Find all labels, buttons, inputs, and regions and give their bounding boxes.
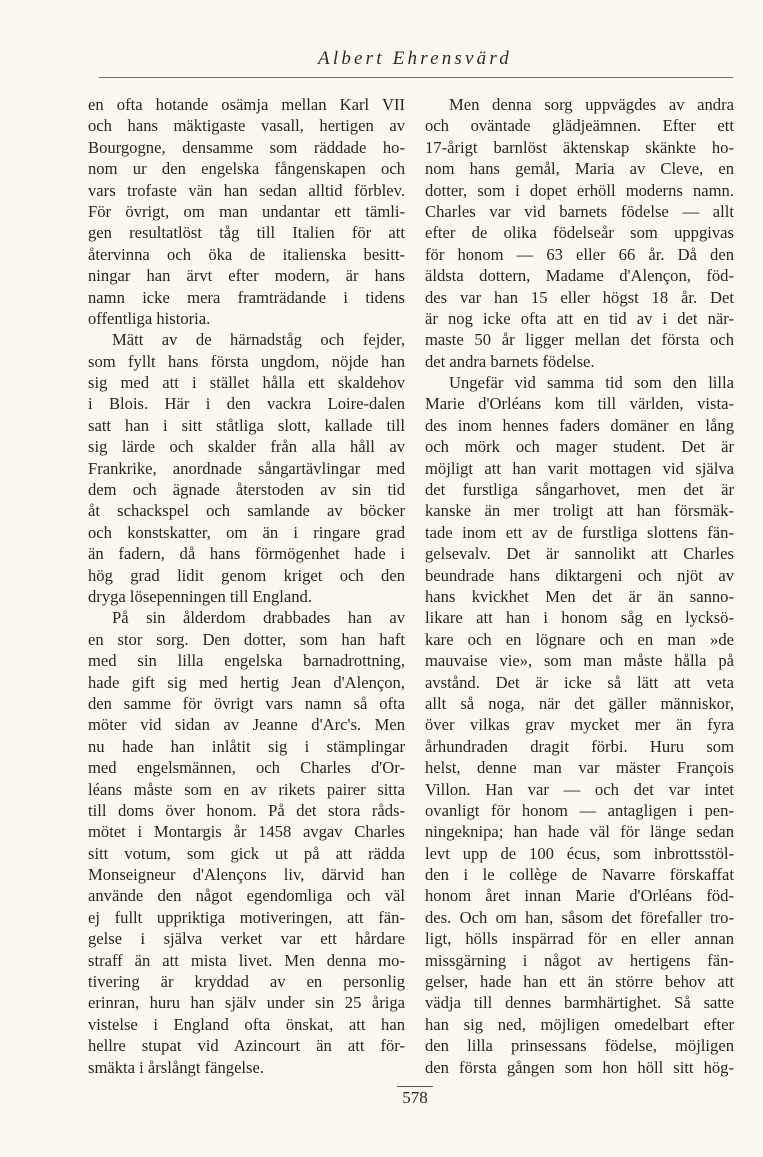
text-line: och hans mäktigaste vasall, hertigen av [88, 116, 405, 136]
text-line: erinran, huru han själv under sin 25 åriga [88, 993, 405, 1013]
text-line: namn icke mera framträdande i tidens [88, 287, 405, 307]
text-line: över vilkas grav mycket mer än fyra [425, 715, 734, 735]
text-line: som fyllt hans första ungdom, nöjde han [88, 351, 405, 371]
text-line: vädja till dennes barmhärtighet. Så satte [425, 993, 734, 1013]
text-line: mötet i Montargis år 1458 avgav Charles [88, 822, 405, 842]
text-line: För övrigt, om man undantar ett tämli- [88, 201, 405, 221]
text-line: hade gift sig med hertig Jean d'Alençon, [88, 672, 405, 692]
text-line: Ungefär vid samma tid som den lilla [449, 373, 734, 393]
text-line: 17-årigt barnlöst äktenskap skänkte ho- [425, 137, 734, 157]
text-line: avstånd. Det är icke så lätt att veta [425, 672, 734, 692]
text-line: århundraden dragit förbi. Huru som [425, 736, 734, 756]
text-line: dem och ägnade återstoden av sin tid [88, 480, 405, 500]
text-line: använde den något egendomliga och väl [88, 886, 405, 906]
text-line: kanske än mer troligt att han försmäk- [425, 501, 734, 521]
text-line: en stor sorg. Den dotter, som han haft [88, 629, 405, 649]
text-line: tade inom ett av de furstliga slottens fän- [425, 522, 734, 542]
text-line: för honom — 63 eller 66 år. Då den [425, 244, 734, 264]
text-line: den lilla prinsessans födelse, möjligen [425, 1036, 734, 1056]
header-rule [99, 77, 733, 78]
text-line: dryga lösepenningen till England. [88, 586, 312, 606]
text-line: des. Och om han, såsom det förefaller tro- [425, 907, 734, 927]
text-line: beundrade hans diktargeni och njöt av [425, 565, 734, 585]
text-line: den första gången som hon höll sitt hög- [425, 1057, 734, 1077]
text-line: nu hade han inlåtit sig i stämplingar [88, 736, 405, 756]
text-line: åt schackspel och samlande av böcker [88, 501, 405, 521]
text-line: med engelsmännen, och Charles d'Or- [88, 758, 405, 778]
text-line: gelsevalv. Det är sannolikt att Charles [425, 544, 734, 564]
text-line: Villon. Han var — och det var intet [425, 779, 734, 799]
text-line: han sig ned, möjligen omedelbart efter [425, 1014, 734, 1034]
text-line: till doms över honom. På det stora råds- [88, 800, 405, 820]
text-line: nom ur den engelska fångenskapen och [88, 159, 405, 179]
text-line: mauvaise vie», som man måste hålla på [425, 651, 734, 671]
text-line: gelse i själva verket var ett hårdare [88, 929, 405, 949]
text-line: Mätt av de härnadståg och fejder, [112, 330, 405, 350]
text-line: efter de olika födelseår som uppgivas [425, 223, 734, 243]
text-line: satt han i sitt ståtliga slott, kallade till [88, 415, 405, 435]
text-line: smäkta i årslångt fängelse. [88, 1057, 265, 1077]
right-column [425, 94, 734, 1078]
text-line: nom hans gemål, Maria av Cleve, en [425, 159, 734, 179]
text-line: des inom hennes faders domäner en lång [425, 415, 734, 435]
text-line: än fadern, då hans förmögenhet hade i [88, 544, 405, 564]
left-column [88, 94, 405, 1078]
text-line: möjligt att han varit mottagen vid själva [425, 458, 734, 478]
text-line: sig lärde och skalder från alla håll av [88, 437, 405, 457]
text-line: hellre stupat vid Azincourt än att för- [88, 1036, 405, 1056]
running-head: Albert Ehrensvärd [318, 48, 512, 69]
text-line: Frankrike, anordnade sångartävlingar med [88, 458, 405, 478]
text-line: hans kvickhet Men det är än sanno- [425, 586, 734, 606]
text-line: återvinna och öka de italienska besitt- [88, 244, 405, 264]
text-line: och oväntade glädjeämnen. Efter ett [425, 116, 734, 136]
text-line: ovanligt för honom — antagligen i pen- [425, 800, 734, 820]
text-line: och mörk och mager student. Det är [425, 437, 734, 457]
text-line: ningar han ärvt efter modern, är hans [88, 266, 405, 286]
text-line: är nog icke ofta att en tid av i det när- [425, 308, 734, 328]
text-line: vars trofaste vän han sedan alltid förblev. [88, 180, 405, 200]
text-line: och konstskatter, om än i ringare grad [88, 522, 405, 542]
text-line: På sin ålderdom drabbades han av [112, 608, 405, 628]
text-line: Bourgogne, densamme som räddade ho- [88, 137, 405, 157]
text-line: ningeknipa; han hade väl för länge sedan [425, 822, 734, 842]
text-line: en ofta hotande osämja mellan Karl VII [88, 95, 405, 114]
text-line: dotter, som i dopet erhöll moderns namn. [425, 180, 734, 200]
text-line: den samme för övrigt vars namn så ofta [88, 693, 405, 713]
text-line: det andra barnets födelse. [425, 351, 595, 371]
text-line: des var han 15 eller högst 18 år. Det [425, 287, 734, 307]
text-line: levt upp de 100 écus, som inbrottsstöl- [425, 843, 734, 863]
text-line: allt så noga, när det gäller människor, [425, 693, 734, 713]
text-line: honom året innan Marie d'Orléans föd- [425, 886, 734, 906]
text-line: det furstliga sångarhovet, men det är [425, 480, 734, 500]
text-line: sitt votum, som gick ut på att rädda [88, 843, 405, 863]
text-line: Men denna sorg uppvägdes av andra [449, 95, 734, 114]
text-line: hög grad lidit genom kriget och den [88, 565, 405, 585]
text-line: den i le collège de Navarre förskaffat [425, 865, 734, 885]
text-line: tivering är kryddad av en personlig [88, 972, 405, 992]
text-line: ej fullt uppriktiga motiveringen, att fän- [88, 907, 405, 927]
text-line: med sin lilla engelska barnadrottning, [88, 651, 405, 671]
text-line: Charles var vid barnets födelse — allt [425, 201, 734, 221]
text-line: offentliga historia. [88, 308, 211, 328]
text-line: straff än att mista livet. Men denna mo- [88, 950, 405, 970]
text-line: likare att han i honom såg en lycksö- [425, 608, 734, 628]
text-line: Marie d'Orléans kom till världen, vista- [425, 394, 734, 414]
text-line: léans måste som en av rikets pairer sitta [88, 779, 405, 799]
text-line: gen resultatlöst tåg till Italien för att [88, 223, 405, 243]
text-line: missgärning i något av hertigens fän- [425, 950, 734, 970]
page-number: 578 [397, 1086, 433, 1108]
text-line: helst, denne man var mäster François [425, 758, 734, 778]
text-line: kare och en lögnare och en man »de [425, 629, 734, 649]
text-line: maste 50 år ligger mellan det första och [425, 330, 734, 350]
text-line: möter vid sidan av Jeanne d'Arc's. Men [88, 715, 405, 735]
text-line: sig med att i stället hålla ett skaldehov [88, 373, 405, 393]
text-line: ligt, hölls inspärrad för en eller annan [425, 929, 734, 949]
text-line: vistelse i England ofta önskat, att han [88, 1014, 405, 1034]
text-line: i Blois. Här i den vackra Loire-dalen [88, 394, 405, 414]
text-line: äldsta dottern, Madame d'Alençon, föd- [425, 266, 734, 286]
text-line: gelser, hade han ett än större behov att [425, 972, 734, 992]
text-line: Monseigneur d'Alençons liv, därvid han [88, 865, 405, 885]
